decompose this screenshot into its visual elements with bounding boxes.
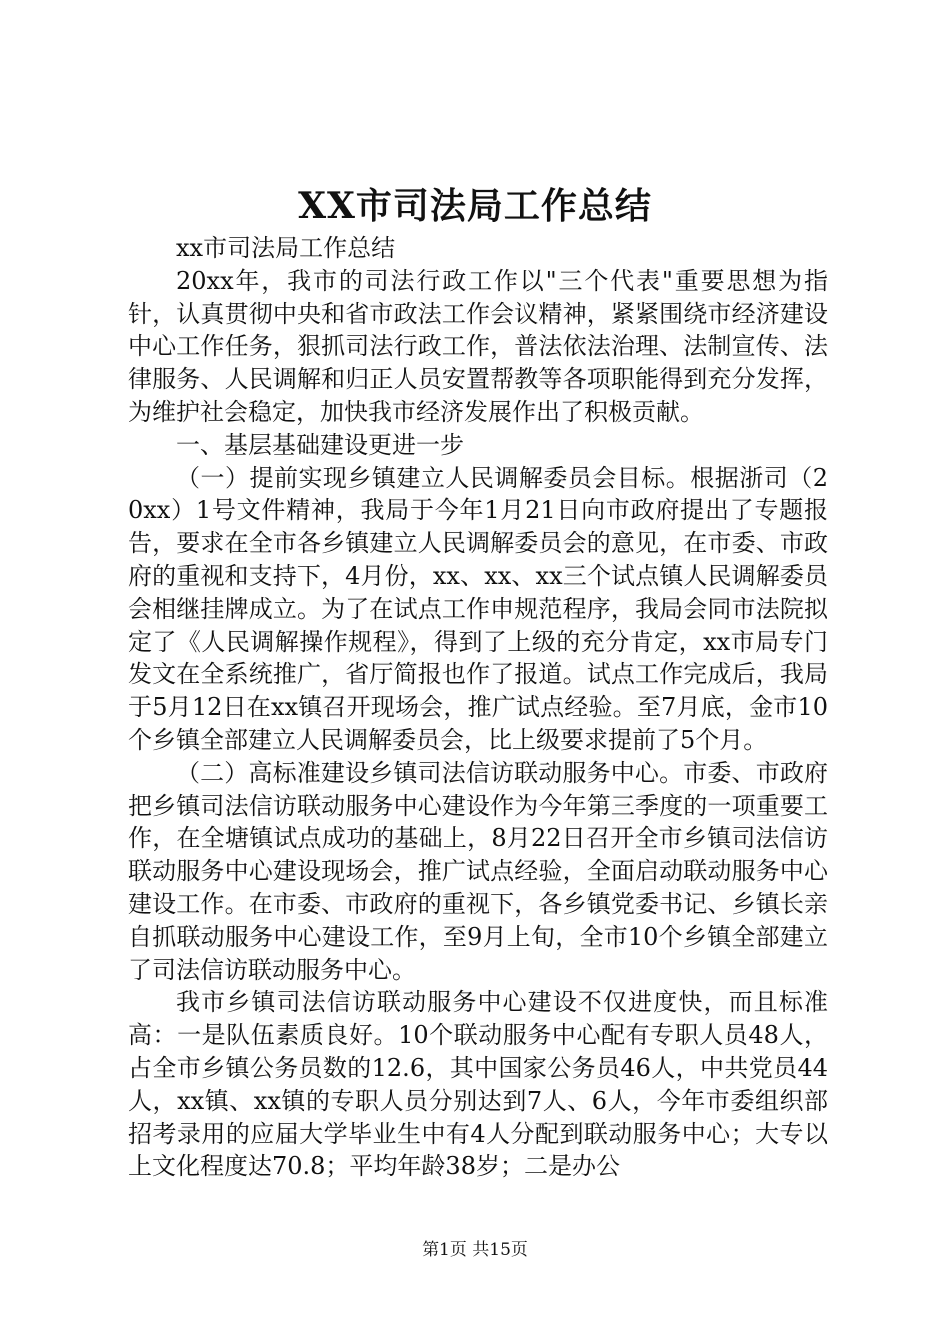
document-title: XX市司法局工作总结 [298, 185, 652, 227]
paragraph-intro: 20xx年，我市的司法行政工作以"三个代表"重要思想为指针，认真贯彻中央和省市政法工作会议精神，紧紧围绕市经济建设中心工作任务，狠抓司法行政工作，普法依法治理、法制宣传、法律服务、人民调解和归正人员安置帮教等各项职能得到充分发挥，为维护社会稳定，加快我市经济发展作出了积极贡献。 [128, 266, 828, 426]
section-heading: 一、基层基础建设更进一步 [176, 430, 464, 459]
paragraph-item-2: （二）高标准建设乡镇司法信访联动服务中心。市委、市政府把乡镇司法信访联动服务中心建设作为今年第三季度的一项重要工作，在全塘镇试点成功的基础上，8月22日召开全市乡镇司法信访联动服务中心建设现场会，推广试点经验，全面启动联动服务中心建设工作。在市委、市政府的重视下，各乡镇党委书记、乡镇长亲自抓联动服务中心建设工作，至9月上旬，全市10个乡镇全部建立了司法信访联动服务中心。 [128, 758, 828, 984]
paragraph-standards: 我市乡镇司法信访联动服务中心建设不仅进度快，而且标准高：一是队伍素质良好。10个联动服务中心配有专职人员48人，占全市乡镇公务员数的12.6，其中国家公务员46人，中共党员44人，xx镇、xx镇的专职人员分别达到7人、6人，今年市委组织部招考录用的应届大学毕业生中有4人分配到联动服务中心；大专以上文化程度达70.8；平均年龄38岁；二是办公 [128, 988, 828, 1181]
paragraph-heading: xx市司法局工作总结 [176, 234, 396, 262]
paragraph-item-1: （一）提前实现乡镇建立人民调解委员会目标。根据浙司（20xx）1号文件精神，我局于今年1月21日向市政府提出了专题报告，要求在全市各乡镇建立人民调解委员会的意见，在市委、市政府的重视和支持下，4月份，xx、xx、xx三个试点镇人民调解委员会相继挂牌成立。为了在试点工作申规范程序，我局会同市法院拟定了《人民调解操作规程》，得到了上级的充分肯定，xx市局专门发文在全系统推广，省厅简报也作了报道。试点工作完成后，我局于5月12日在xx镇召开现场会，推广试点经验。至7月底，金市10个乡镇全部建立人民调解委员会，比上级要求提前了5个月。 [128, 463, 828, 754]
page-number-footer: 第1页 共15页 [422, 1240, 528, 1260]
document-body [128, 232, 828, 1183]
